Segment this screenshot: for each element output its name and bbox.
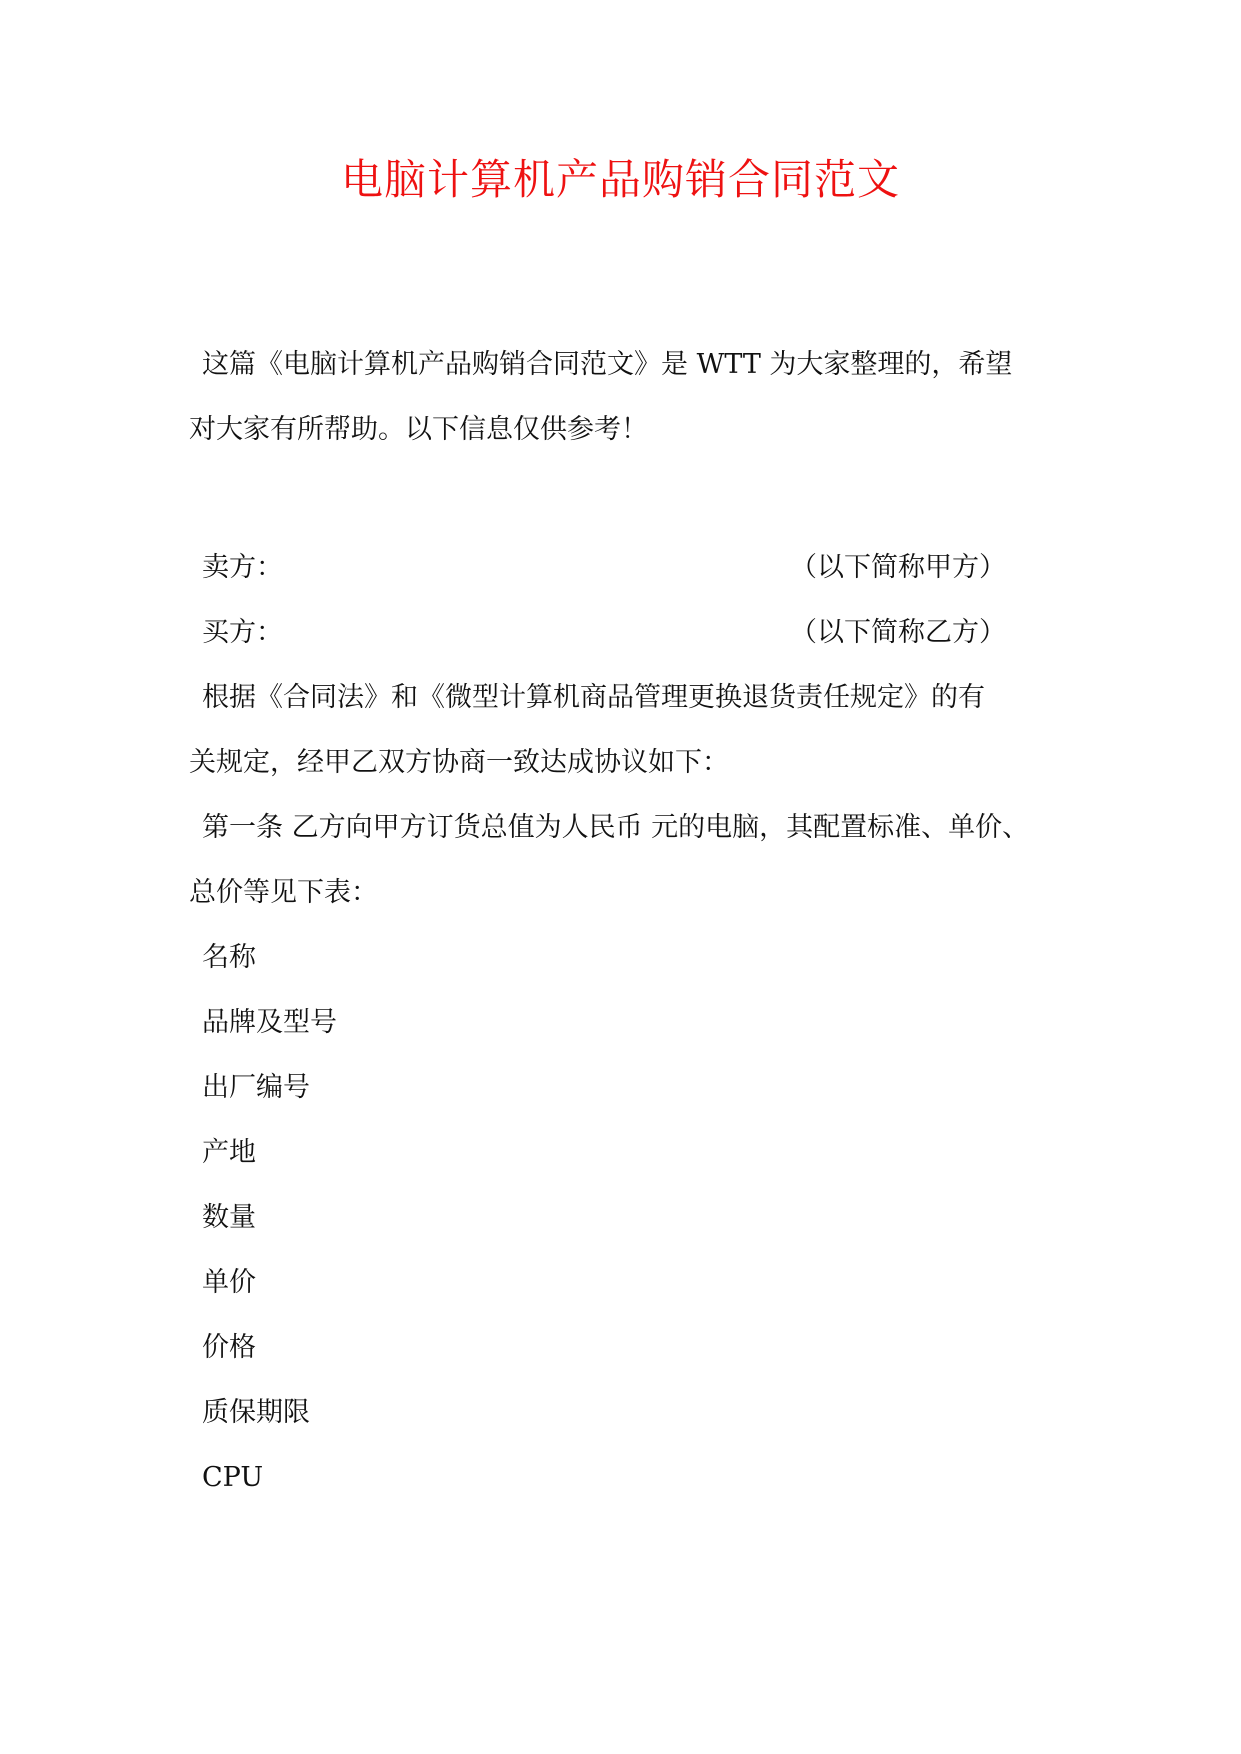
basis-line-2: 关规定，经甲乙双方协商一致达成协议如下： (189, 747, 729, 778)
seller-note: （以下简称甲方） (790, 552, 1006, 583)
seller-label: 卖方： (202, 552, 283, 583)
field-quantity: 数量 (202, 1202, 256, 1233)
basis-line-1: 根据《合同法》和《微型计算机商品管理更换退货责任规定》的有 (202, 682, 985, 713)
document-title: 电脑计算机产品购销合同范文 (340, 155, 900, 204)
field-origin: 产地 (202, 1137, 256, 1168)
intro-line-1: 这篇《电脑计算机产品购销合同范文》是 WTT 为大家整理的，希望 (202, 349, 1013, 380)
field-price: 价格 (202, 1332, 256, 1363)
field-serial-number: 出厂编号 (202, 1072, 310, 1103)
field-name: 名称 (202, 942, 256, 973)
field-brand-model: 品牌及型号 (202, 1007, 337, 1038)
field-unit-price: 单价 (202, 1267, 256, 1298)
field-cpu: CPU (202, 1462, 264, 1493)
field-warranty: 质保期限 (202, 1397, 310, 1428)
article1-line-2: 总价等见下表： (189, 877, 378, 908)
intro-line-2: 对大家有所帮助。以下信息仅供参考！ (189, 414, 648, 445)
buyer-label: 买方： (202, 617, 283, 648)
article1-line-1: 第一条 乙方向甲方订货总值为人民币 元的电脑，其配置标准、单价、 (202, 812, 1030, 843)
buyer-note: （以下简称乙方） (790, 617, 1006, 648)
